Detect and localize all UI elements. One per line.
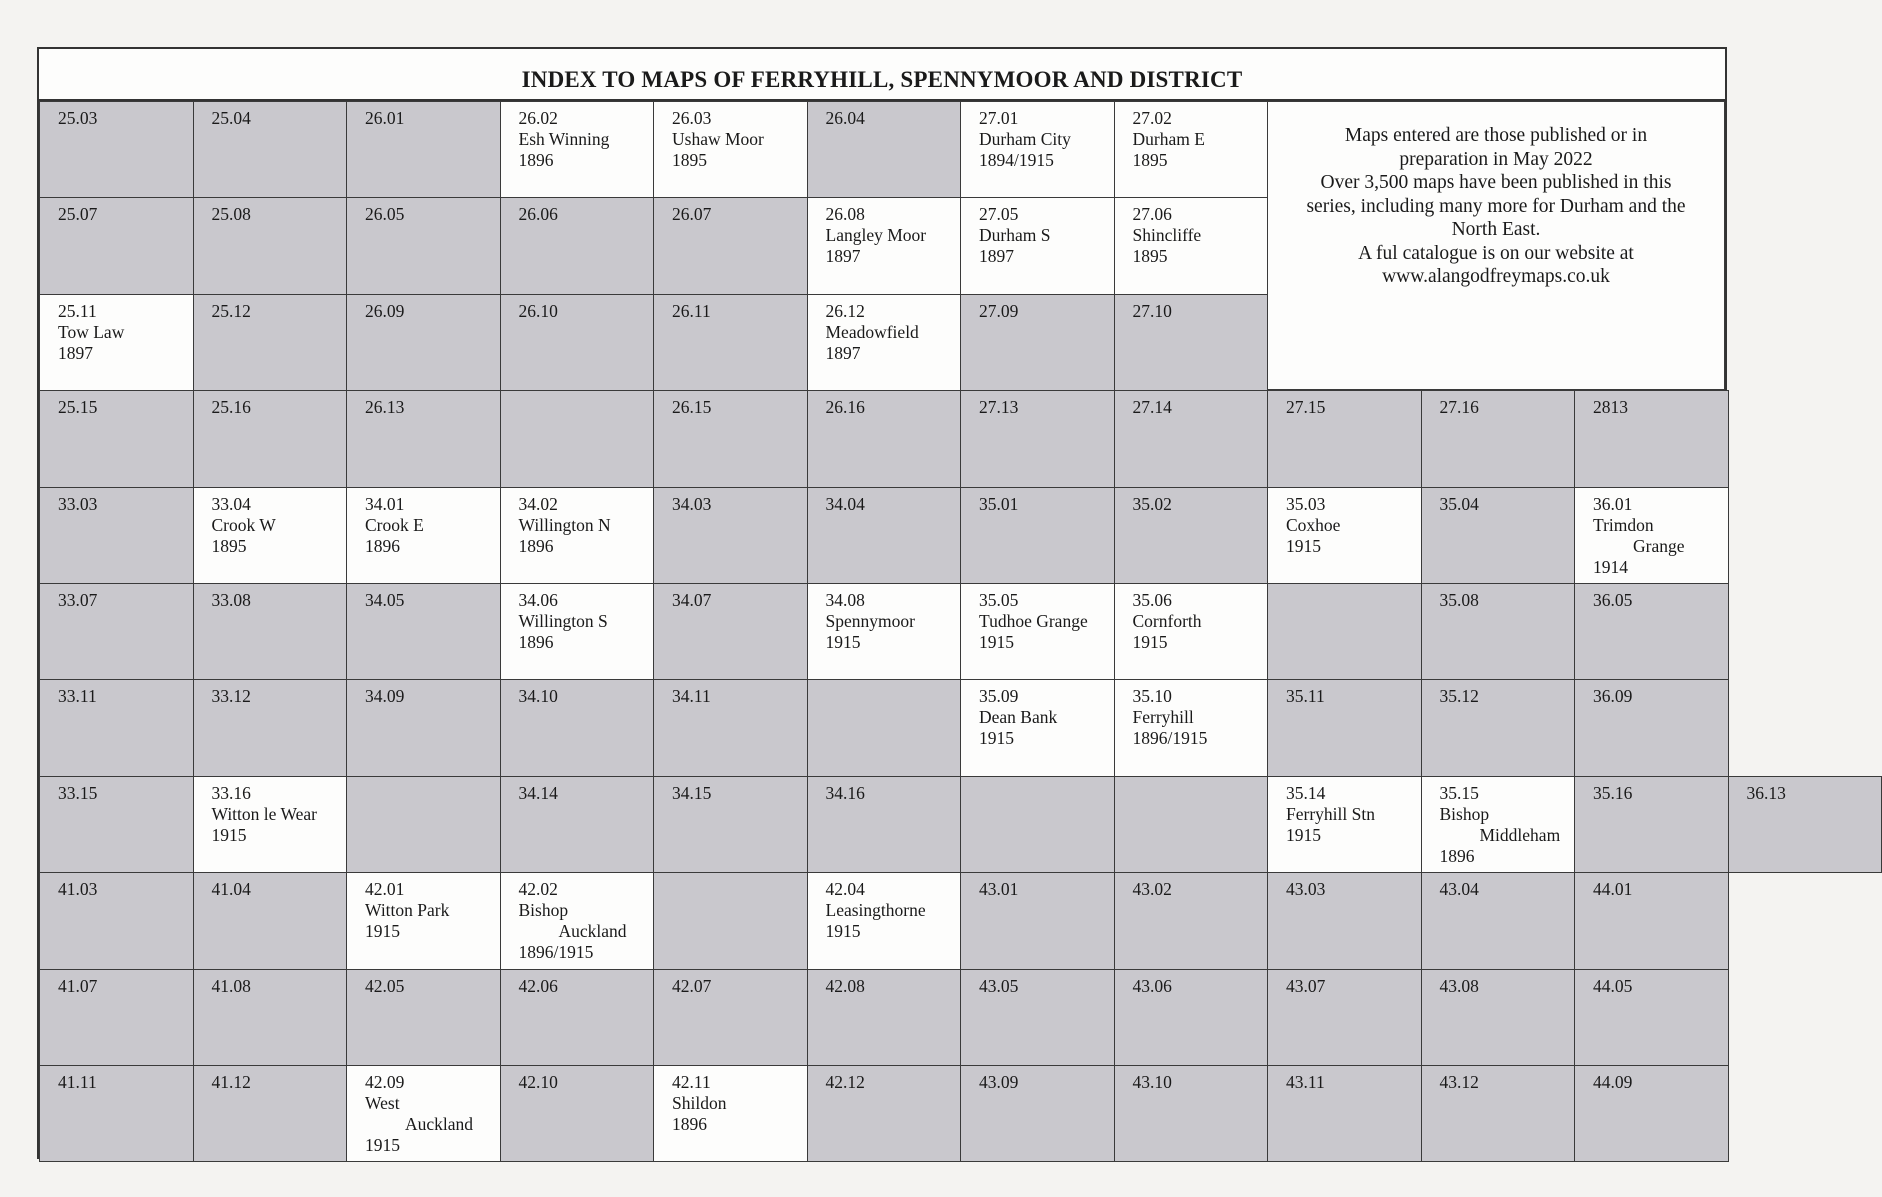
map-sheet-blank[interactable] bbox=[1114, 776, 1269, 873]
map-sheet-27-14[interactable] bbox=[1114, 390, 1269, 487]
sheet-name: Willington S bbox=[518, 611, 608, 631]
sheet-year: 1915 bbox=[1286, 824, 1321, 845]
map-sheet-33-16[interactable] bbox=[193, 776, 348, 873]
sheet-number: 35.09 bbox=[979, 686, 1019, 707]
sheet-number: 26.01 bbox=[365, 108, 405, 128]
sheet-number: 27.02 bbox=[1132, 108, 1172, 128]
sheet-year: 1897 bbox=[58, 342, 93, 363]
sheet-number: 34.10 bbox=[518, 686, 558, 707]
sheet-number: 27.09 bbox=[979, 300, 1019, 321]
sheet-number: 27.10 bbox=[1132, 300, 1172, 321]
sheet-number: 43.05 bbox=[979, 975, 1019, 996]
sheet-number: 34.14 bbox=[518, 782, 558, 803]
sheet-name: Crook E bbox=[365, 514, 424, 535]
sheet-number: 33.08 bbox=[211, 590, 251, 610]
sheet-number: 35.14 bbox=[1286, 782, 1326, 803]
sheet-number: 27.13 bbox=[979, 397, 1019, 418]
sheet-name: Auckland bbox=[558, 921, 627, 942]
sheet-number: 27.05 bbox=[979, 204, 1019, 225]
map-sheet-42-01[interactable] bbox=[346, 872, 501, 969]
sheet-number: 34.09 bbox=[365, 686, 405, 707]
sheet-number: 43.10 bbox=[1132, 1072, 1172, 1092]
map-sheet-35-05[interactable] bbox=[960, 583, 1115, 680]
sheet-number: 44.09 bbox=[1593, 1072, 1633, 1092]
sheet-name: Tow Law bbox=[58, 321, 125, 342]
sheet-number: 33.12 bbox=[211, 686, 251, 707]
map-sheet-34-16[interactable] bbox=[807, 776, 962, 873]
sheet-number: 43.04 bbox=[1439, 879, 1479, 900]
map-sheet-43-02[interactable] bbox=[1114, 872, 1269, 969]
map-sheet-42-09[interactable] bbox=[346, 1065, 501, 1162]
sheet-number: 41.04 bbox=[211, 879, 251, 900]
map-sheet-26-12[interactable] bbox=[807, 294, 962, 391]
sheet-number: 35.12 bbox=[1439, 686, 1479, 707]
sheet-number: 34.11 bbox=[672, 686, 711, 707]
sheet-number: 36.13 bbox=[1746, 782, 1786, 803]
sheet-number: 42.09 bbox=[365, 1072, 405, 1092]
map-sheet-43-05[interactable] bbox=[960, 969, 1115, 1066]
notes-line: preparation in May 2022 bbox=[1399, 148, 1593, 170]
map-sheet-35-15[interactable] bbox=[1421, 776, 1576, 873]
sheet-name: Ushaw Moor bbox=[672, 129, 764, 149]
map-sheet-26-09[interactable] bbox=[346, 294, 501, 391]
sheet-number: 43.08 bbox=[1439, 975, 1479, 996]
sheet-year: 1897 bbox=[979, 246, 1014, 267]
sheet-number: 26.09 bbox=[365, 300, 405, 321]
map-sheet-43-11[interactable] bbox=[1267, 1065, 1422, 1162]
sheet-number: 35.15 bbox=[1439, 782, 1479, 803]
map-sheet-blank[interactable] bbox=[807, 679, 962, 776]
map-sheet-35-08[interactable] bbox=[1421, 583, 1576, 680]
sheet-number: 43.11 bbox=[1286, 1072, 1325, 1092]
sheet-number: 41.12 bbox=[211, 1072, 251, 1092]
sheet-name: Durham City bbox=[979, 129, 1071, 149]
sheet-number: 27.14 bbox=[1132, 397, 1172, 418]
sheet-year: 1896 bbox=[1439, 845, 1475, 866]
sheet-name: Cornforth bbox=[1132, 611, 1202, 631]
sheet-year: 1896 bbox=[518, 150, 554, 170]
sheet-number: 36.09 bbox=[1593, 686, 1633, 707]
map-sheet-42-06[interactable] bbox=[500, 969, 655, 1066]
sheet-number: 35.11 bbox=[1286, 686, 1325, 707]
sheet-name: Tudhoe Grange bbox=[979, 611, 1088, 631]
map-sheet-26-15[interactable] bbox=[653, 390, 808, 487]
sheet-number: 25.07 bbox=[58, 204, 98, 225]
notes-line: Maps entered are those published or in bbox=[1344, 125, 1648, 146]
map-sheet-35-02[interactable] bbox=[1114, 487, 1269, 584]
map-sheet-27-06[interactable] bbox=[1114, 197, 1269, 294]
map-sheet-33-04[interactable] bbox=[193, 487, 348, 584]
notes-panel bbox=[1267, 101, 1725, 390]
map-sheet-34-10[interactable] bbox=[500, 679, 655, 776]
sheet-number: 35.02 bbox=[1132, 493, 1172, 514]
sheet-number: 25.04 bbox=[211, 108, 251, 128]
map-sheet-35-12[interactable] bbox=[1421, 679, 1576, 776]
sheet-year: 1896 bbox=[518, 632, 554, 652]
sheet-number: 34.15 bbox=[672, 782, 712, 803]
sheet-name: Durham S bbox=[979, 225, 1051, 246]
sheet-year: 1915 bbox=[825, 921, 861, 942]
sheet-number: 26.13 bbox=[365, 397, 405, 418]
map-sheet-42-08[interactable] bbox=[807, 969, 962, 1066]
map-sheet-36-01[interactable] bbox=[1574, 487, 1729, 584]
map-sheet-33-03[interactable] bbox=[39, 487, 194, 584]
sheet-number: 25.16 bbox=[211, 397, 251, 418]
map-sheet-blank[interactable] bbox=[960, 776, 1115, 873]
sheet-number: 33.11 bbox=[58, 686, 97, 707]
map-sheet-25-04[interactable] bbox=[193, 101, 348, 198]
map-sheet-2813[interactable] bbox=[1574, 390, 1729, 487]
map-index-frame bbox=[37, 47, 1786, 1159]
sheet-number: 42.04 bbox=[825, 879, 865, 900]
map-sheet-35-09[interactable] bbox=[960, 679, 1115, 776]
sheet-number: 27.15 bbox=[1286, 397, 1326, 418]
sheet-number: 27.06 bbox=[1132, 204, 1172, 225]
sheet-year: 1895 bbox=[1132, 246, 1168, 267]
map-sheet-44-05[interactable] bbox=[1574, 969, 1729, 1066]
sheet-number: 26.16 bbox=[825, 397, 865, 418]
sheet-number: 33.03 bbox=[58, 493, 98, 514]
sheet-number: 27.16 bbox=[1439, 397, 1479, 418]
sheet-number: 34.01 bbox=[365, 493, 405, 514]
sheet-year: 1915 bbox=[365, 921, 400, 942]
sheet-year: 1915 bbox=[365, 1135, 400, 1155]
sheet-number: 36.01 bbox=[1593, 493, 1633, 514]
map-sheet-27-15[interactable] bbox=[1267, 390, 1422, 487]
sheet-number: 2813 bbox=[1593, 397, 1628, 418]
sheet-year: 1895 bbox=[211, 535, 247, 556]
sheet-number: 35.10 bbox=[1132, 686, 1172, 707]
map-sheet-43-03[interactable] bbox=[1267, 872, 1422, 969]
sheet-name: Leasingthorne bbox=[825, 900, 926, 921]
map-sheet-35-16[interactable] bbox=[1574, 776, 1729, 873]
sheet-number: 26.10 bbox=[518, 300, 558, 321]
map-sheet-41-04[interactable] bbox=[193, 872, 348, 969]
map-sheet-26-03[interactable] bbox=[653, 101, 808, 198]
sheet-number: 26.15 bbox=[672, 397, 712, 418]
map-sheet-42-07[interactable] bbox=[653, 969, 808, 1066]
sheet-number: 34.02 bbox=[518, 493, 558, 514]
sheet-year: 1897 bbox=[825, 246, 861, 267]
sheet-name: Shildon bbox=[672, 1093, 727, 1113]
map-sheet-34-06[interactable] bbox=[500, 583, 655, 680]
sheet-number: 35.01 bbox=[979, 493, 1019, 514]
notes-line: North East. bbox=[1451, 219, 1541, 240]
map-sheet-25-08[interactable] bbox=[193, 197, 348, 294]
sheet-year: 1896 bbox=[672, 1114, 707, 1134]
sheet-name: Trimdon bbox=[1593, 514, 1654, 535]
map-sheet-27-02[interactable] bbox=[1114, 101, 1269, 198]
map-sheet-26-02[interactable] bbox=[500, 101, 655, 198]
map-sheet-34-07[interactable] bbox=[653, 583, 808, 680]
map-sheet-33-07[interactable] bbox=[39, 583, 194, 680]
map-sheet-26-06[interactable] bbox=[500, 197, 655, 294]
sheet-number: 26.08 bbox=[825, 204, 865, 225]
sheet-number: 42.11 bbox=[672, 1072, 711, 1092]
sheet-number: 35.16 bbox=[1593, 782, 1633, 803]
map-sheet-43-08[interactable] bbox=[1421, 969, 1576, 1066]
sheet-number: 34.16 bbox=[825, 782, 865, 803]
sheet-number: 35.03 bbox=[1286, 493, 1326, 514]
map-sheet-25-11[interactable] bbox=[39, 294, 194, 391]
sheet-name: Grange bbox=[1633, 535, 1685, 556]
map-sheet-43-09[interactable] bbox=[960, 1065, 1115, 1162]
map-sheet-33-12[interactable] bbox=[193, 679, 348, 776]
sheet-year: 1896/1915 bbox=[1132, 728, 1208, 749]
sheet-year: 1915 bbox=[211, 824, 247, 845]
map-sheet-26-16[interactable] bbox=[807, 390, 962, 487]
map-sheet-34-09[interactable] bbox=[346, 679, 501, 776]
map-sheet-42-10[interactable] bbox=[500, 1065, 655, 1162]
sheet-year: 1896/1915 bbox=[518, 942, 594, 963]
sheet-year: 1895 bbox=[1132, 150, 1168, 170]
sheet-number: 42.10 bbox=[518, 1072, 558, 1092]
map-sheet-35-03[interactable] bbox=[1267, 487, 1422, 584]
map-sheet-26-04[interactable] bbox=[807, 101, 962, 198]
sheet-number: 42.01 bbox=[365, 879, 405, 900]
sheet-number: 43.01 bbox=[979, 879, 1019, 900]
sheet-number: 43.09 bbox=[979, 1072, 1019, 1092]
map-sheet-41-12[interactable] bbox=[193, 1065, 348, 1162]
map-sheet-36-05[interactable] bbox=[1574, 583, 1729, 680]
notes-line: Over 3,500 maps have been published in this bbox=[1320, 172, 1672, 193]
map-sheet-42-11[interactable] bbox=[653, 1065, 808, 1162]
sheet-number: 35.05 bbox=[979, 590, 1019, 610]
sheet-number: 33.04 bbox=[211, 493, 251, 514]
map-sheet-34-15[interactable] bbox=[653, 776, 808, 873]
notes-line: www.alangodfreymaps.co.uk bbox=[1382, 266, 1610, 287]
sheet-number: 34.03 bbox=[672, 493, 712, 514]
sheet-number: 42.07 bbox=[672, 975, 712, 996]
sheet-name: Crook W bbox=[211, 514, 276, 535]
sheet-number: 33.16 bbox=[211, 782, 251, 803]
sheet-name: Spennymoor bbox=[825, 611, 915, 631]
sheet-year: 1894/1915 bbox=[979, 150, 1054, 170]
sheet-number: 34.04 bbox=[825, 493, 865, 514]
map-sheet-43-12[interactable] bbox=[1421, 1065, 1576, 1162]
map-sheet-26-11[interactable] bbox=[653, 294, 808, 391]
sheet-year: 1895 bbox=[672, 150, 707, 170]
sheet-name: Witton le Wear bbox=[211, 803, 317, 824]
map-sheet-34-03[interactable] bbox=[653, 487, 808, 584]
sheet-number: 26.06 bbox=[518, 204, 558, 225]
map-sheet-27-13[interactable] bbox=[960, 390, 1115, 487]
sheet-name: Willington N bbox=[518, 514, 611, 535]
sheet-number: 43.06 bbox=[1132, 975, 1172, 996]
map-sheet-34-05[interactable] bbox=[346, 583, 501, 680]
map-sheet-blank[interactable] bbox=[1267, 583, 1422, 680]
map-sheet-26-01[interactable] bbox=[346, 101, 501, 198]
sheet-name: Bishop bbox=[1439, 803, 1490, 824]
sheet-number: 34.05 bbox=[365, 590, 405, 610]
sheet-number: 41.07 bbox=[58, 975, 98, 996]
map-sheet-27-05[interactable] bbox=[960, 197, 1115, 294]
sheet-number: 25.08 bbox=[211, 204, 251, 225]
sheet-number: 25.03 bbox=[58, 108, 98, 128]
map-sheet-25-16[interactable] bbox=[193, 390, 348, 487]
map-sheet-36-13[interactable] bbox=[1728, 776, 1882, 873]
sheet-name: Dean Bank bbox=[979, 707, 1058, 728]
map-sheet-35-14[interactable] bbox=[1267, 776, 1422, 873]
map-sheet-36-09[interactable] bbox=[1574, 679, 1729, 776]
map-sheet-blank[interactable] bbox=[346, 776, 501, 873]
map-sheet-25-07[interactable] bbox=[39, 197, 194, 294]
map-sheet-42-05[interactable] bbox=[346, 969, 501, 1066]
page-title: INDEX TO MAPS OF FERRYHILL, SPENNYMOOR AND DISTRICT bbox=[521, 67, 1243, 92]
map-sheet-34-08[interactable] bbox=[807, 583, 962, 680]
sheet-year: 1915 bbox=[1286, 535, 1321, 556]
sheet-year: 1915 bbox=[979, 632, 1014, 652]
map-sheet-blank[interactable] bbox=[653, 872, 808, 969]
sheet-number: 35.04 bbox=[1439, 493, 1479, 514]
map-sheet-26-08[interactable] bbox=[807, 197, 962, 294]
sheet-name: Durham E bbox=[1132, 129, 1205, 149]
sheet-number: 33.15 bbox=[58, 782, 98, 803]
sheet-name: West bbox=[365, 1093, 400, 1113]
sheet-name: Esh Winning bbox=[518, 129, 610, 149]
sheet-name: Shincliffe bbox=[1132, 225, 1202, 246]
sheet-number: 42.12 bbox=[825, 1072, 865, 1092]
map-sheet-35-04[interactable] bbox=[1421, 487, 1576, 584]
sheet-number: 25.11 bbox=[58, 300, 97, 321]
map-sheet-43-10[interactable] bbox=[1114, 1065, 1269, 1162]
sheet-number: 26.07 bbox=[672, 204, 712, 225]
sheet-number: 43.02 bbox=[1132, 879, 1172, 900]
map-sheet-27-09[interactable] bbox=[960, 294, 1115, 391]
map-sheet-42-02[interactable] bbox=[500, 872, 655, 969]
sheet-name: Ferryhill Stn bbox=[1286, 803, 1375, 824]
sheet-number: 43.03 bbox=[1286, 879, 1326, 900]
map-sheet-33-11[interactable] bbox=[39, 679, 194, 776]
map-sheet-33-08[interactable] bbox=[193, 583, 348, 680]
map-sheet-34-11[interactable] bbox=[653, 679, 808, 776]
sheet-number: 26.03 bbox=[672, 108, 712, 128]
map-sheet-26-13[interactable] bbox=[346, 390, 501, 487]
sheet-name: Langley Moor bbox=[825, 225, 927, 246]
title-bar bbox=[39, 49, 1725, 101]
sheet-number: 25.12 bbox=[211, 300, 251, 321]
sheet-number: 34.08 bbox=[825, 590, 865, 610]
sheet-number: 42.08 bbox=[825, 975, 865, 996]
map-sheet-42-04[interactable] bbox=[807, 872, 962, 969]
sheet-name: Auckland bbox=[405, 1114, 474, 1134]
map-sheet-25-12[interactable] bbox=[193, 294, 348, 391]
sheet-number: 41.08 bbox=[211, 975, 251, 996]
map-sheet-25-15[interactable] bbox=[39, 390, 194, 487]
map-sheet-blank[interactable] bbox=[500, 390, 655, 487]
map-sheet-43-04[interactable] bbox=[1421, 872, 1576, 969]
notes-line: series, including many more for Durham and the bbox=[1306, 195, 1686, 217]
sheet-number: 26.12 bbox=[825, 300, 865, 321]
sheet-number: 35.08 bbox=[1439, 590, 1479, 610]
sheet-number: 35.06 bbox=[1132, 590, 1172, 610]
map-sheet-35-11[interactable] bbox=[1267, 679, 1422, 776]
map-sheet-44-01[interactable] bbox=[1574, 872, 1729, 969]
sheet-number: 44.05 bbox=[1593, 975, 1633, 996]
sheet-number: 41.11 bbox=[58, 1072, 97, 1092]
sheet-number: 34.07 bbox=[672, 590, 712, 610]
sheet-name: Meadowfield bbox=[825, 321, 919, 342]
sheet-number: 26.04 bbox=[825, 108, 865, 128]
map-sheet-35-06[interactable] bbox=[1114, 583, 1269, 680]
sheet-name: Bishop bbox=[518, 900, 569, 921]
sheet-number: 26.05 bbox=[365, 204, 405, 225]
map-sheet-27-01[interactable] bbox=[960, 101, 1115, 198]
map-sheet-44-09[interactable] bbox=[1574, 1065, 1729, 1162]
sheet-name: Coxhoe bbox=[1286, 514, 1341, 535]
sheet-number: 43.12 bbox=[1439, 1072, 1479, 1092]
map-sheet-41-08[interactable] bbox=[193, 969, 348, 1066]
map-sheet-33-15[interactable] bbox=[39, 776, 194, 873]
map-sheet-41-11[interactable] bbox=[39, 1065, 194, 1162]
map-sheet-41-03[interactable] bbox=[39, 872, 194, 969]
sheet-name: Witton Park bbox=[365, 900, 450, 921]
sheet-year: 1897 bbox=[825, 342, 861, 363]
sheet-number: 33.07 bbox=[58, 590, 98, 610]
map-sheet-34-04[interactable] bbox=[807, 487, 962, 584]
map-sheet-43-06[interactable] bbox=[1114, 969, 1269, 1066]
sheet-number: 26.02 bbox=[518, 108, 558, 128]
sheet-number: 42.06 bbox=[518, 975, 558, 996]
sheet-number: 41.03 bbox=[58, 879, 98, 900]
map-sheet-34-01[interactable] bbox=[346, 487, 501, 584]
map-sheet-42-12[interactable] bbox=[807, 1065, 962, 1162]
map-sheet-34-14[interactable] bbox=[500, 776, 655, 873]
map-sheet-27-16[interactable] bbox=[1421, 390, 1576, 487]
sheet-number: 26.11 bbox=[672, 300, 711, 321]
sheet-number: 43.07 bbox=[1286, 975, 1326, 996]
map-sheet-25-03[interactable] bbox=[39, 101, 194, 198]
sheet-name: Ferryhill bbox=[1132, 707, 1194, 728]
sheet-number: 42.02 bbox=[518, 879, 558, 900]
sheet-number: 44.01 bbox=[1593, 879, 1633, 900]
sheet-year: 1915 bbox=[825, 632, 861, 652]
sheet-number: 34.06 bbox=[518, 590, 558, 610]
sheet-year: 1896 bbox=[365, 535, 400, 556]
map-sheet-26-05[interactable] bbox=[346, 197, 501, 294]
notes-line: A ful catalogue is on our website at bbox=[1358, 242, 1634, 264]
map-sheet-26-07[interactable] bbox=[653, 197, 808, 294]
sheet-year: 1915 bbox=[979, 728, 1014, 749]
sheet-number: 36.05 bbox=[1593, 590, 1633, 610]
map-sheet-43-01[interactable] bbox=[960, 872, 1115, 969]
map-sheet-27-10[interactable] bbox=[1114, 294, 1269, 391]
map-sheet-34-02[interactable] bbox=[500, 487, 655, 584]
sheet-year: 1896 bbox=[518, 535, 554, 556]
map-sheet-41-07[interactable] bbox=[39, 969, 194, 1066]
sheet-year: 1915 bbox=[1132, 632, 1168, 652]
sheet-number: 25.15 bbox=[58, 397, 98, 418]
map-sheet-35-01[interactable] bbox=[960, 487, 1115, 584]
sheet-number: 42.05 bbox=[365, 975, 405, 996]
sheet-number: 27.01 bbox=[979, 108, 1019, 128]
sheet-year: 1914 bbox=[1593, 556, 1628, 577]
map-sheet-43-07[interactable] bbox=[1267, 969, 1422, 1066]
sheet-name: Middleham bbox=[1479, 824, 1561, 845]
map-sheet-26-10[interactable] bbox=[500, 294, 655, 391]
map-sheet-35-10[interactable] bbox=[1114, 679, 1269, 776]
